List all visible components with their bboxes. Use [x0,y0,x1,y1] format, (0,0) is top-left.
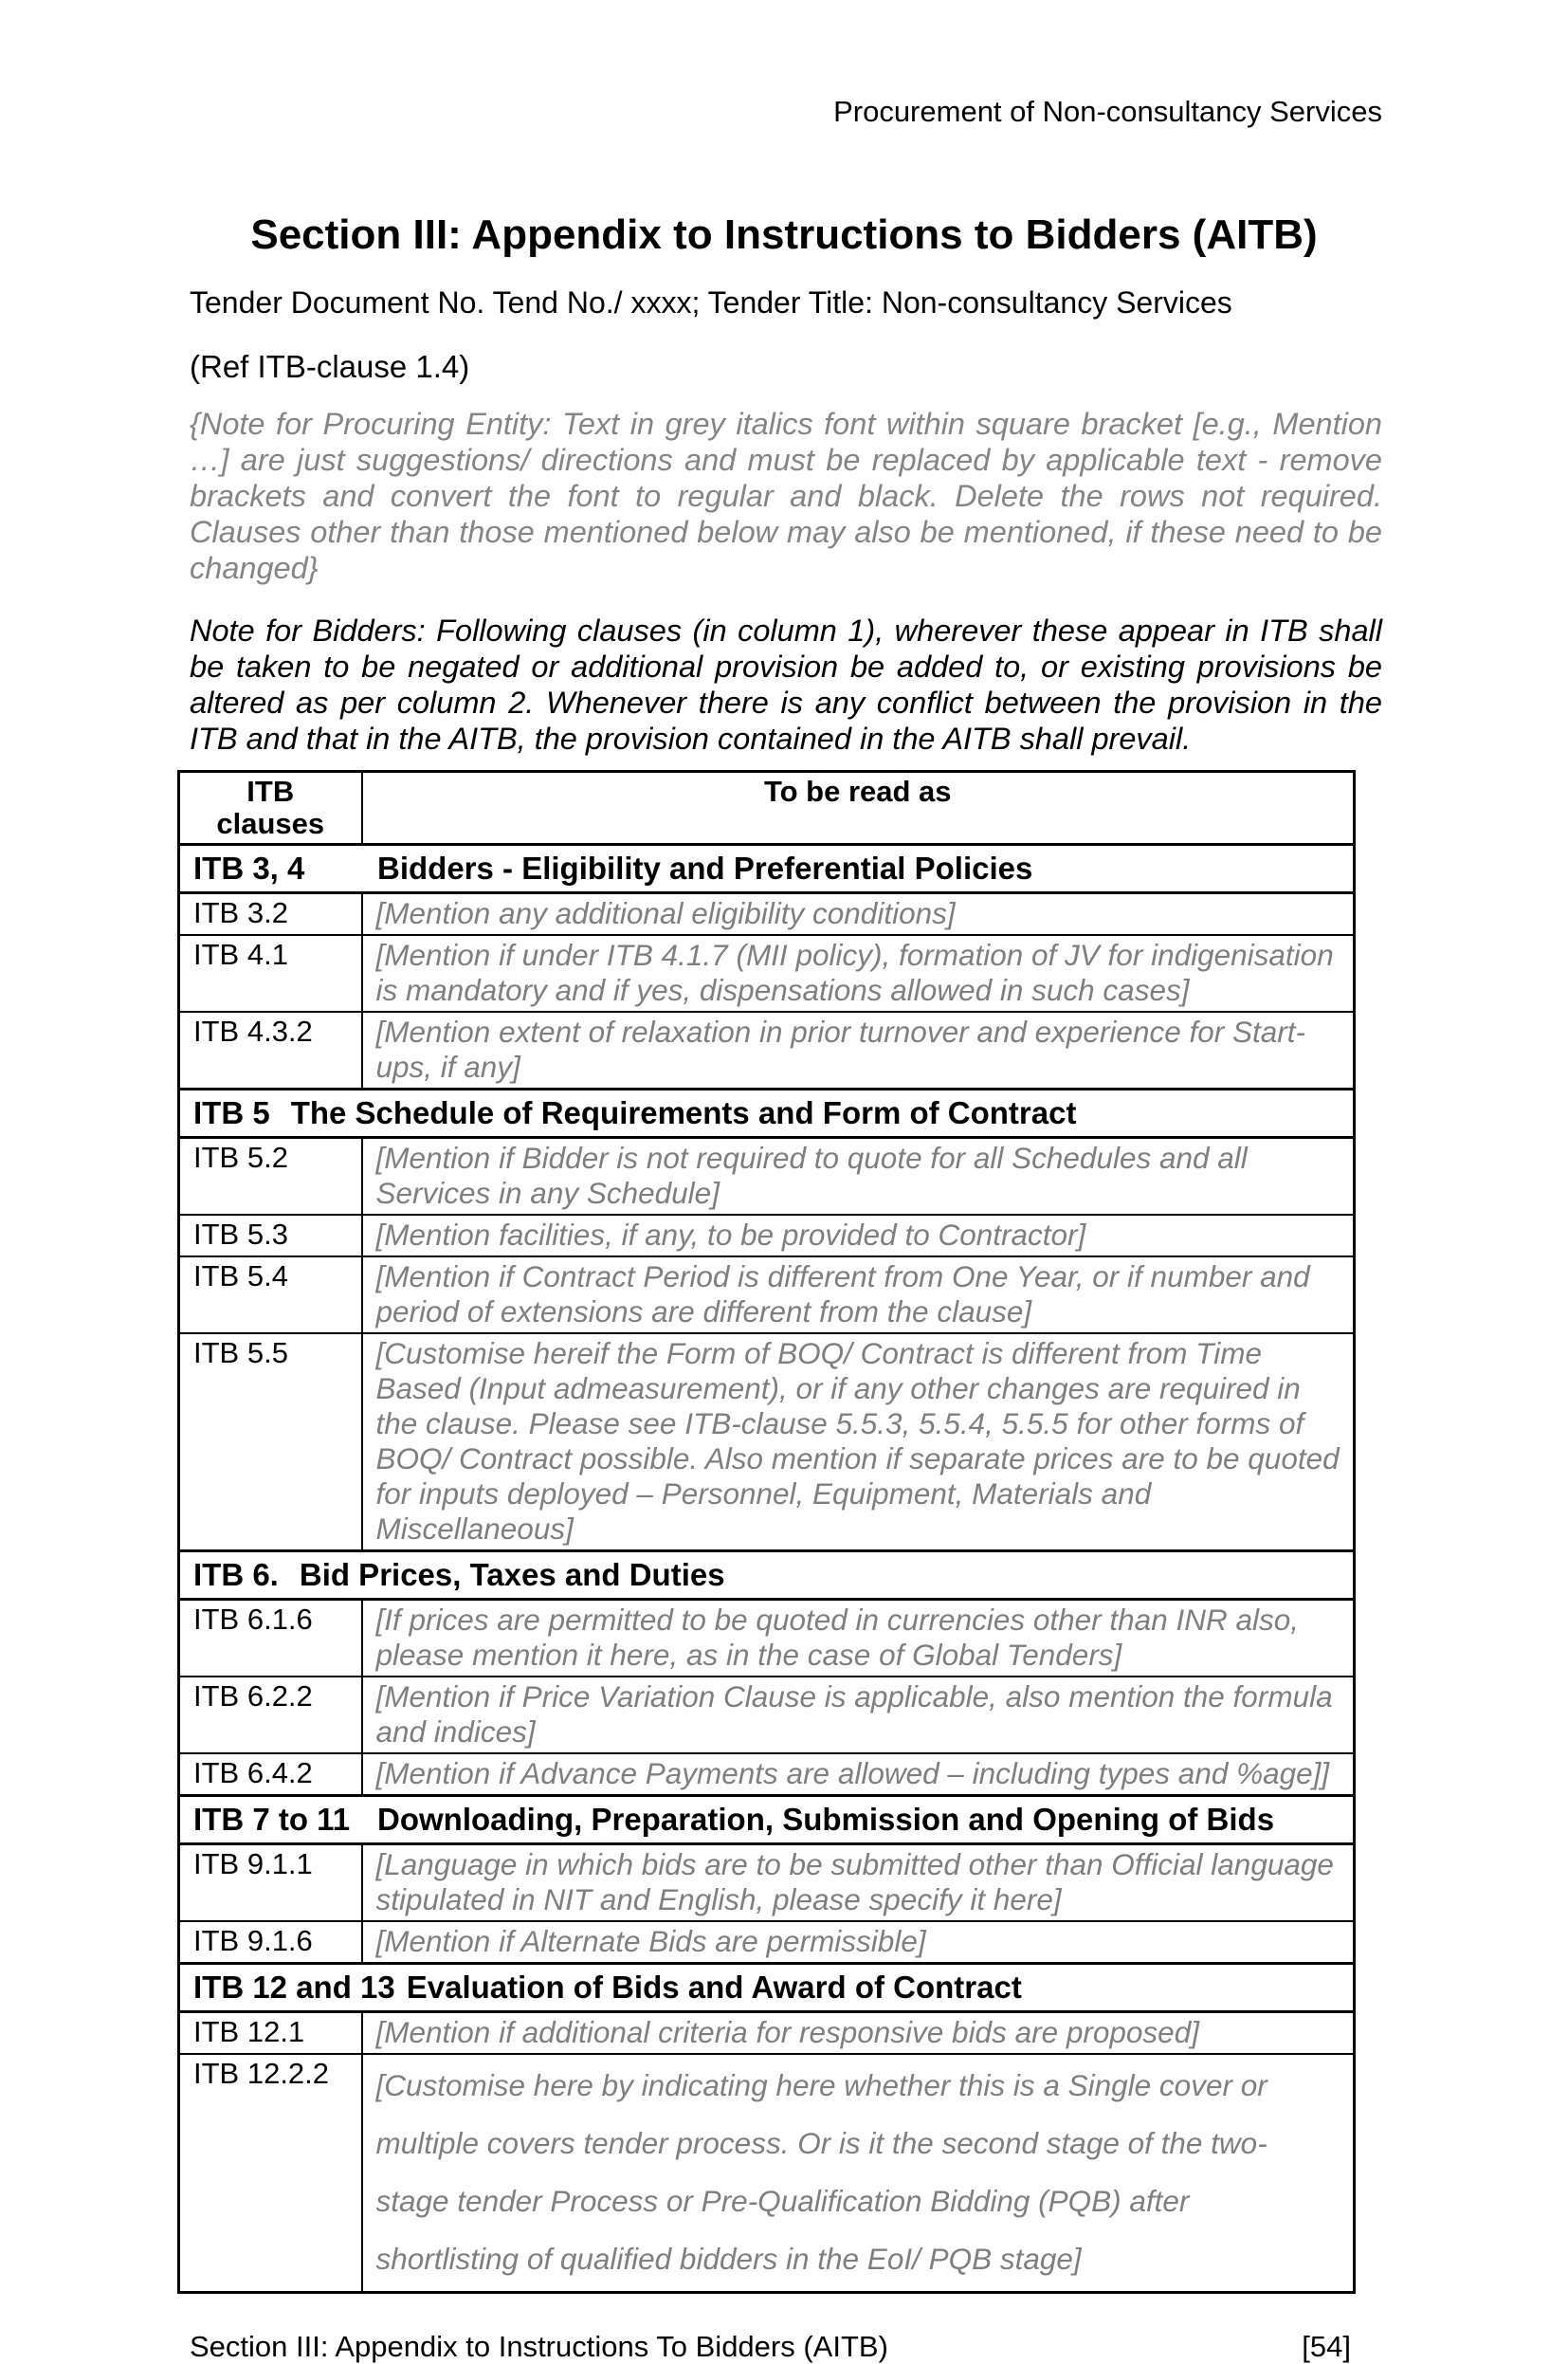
table-row [179,1921,1355,1964]
table-row [179,1844,1355,1922]
clause-id-cell: ITB 5.3 [179,1215,362,1256]
clause-instruction-cell: [Mention if Price Variation Clause is applicable, also mention the formula and indices] [362,1677,1355,1753]
clause-instruction-cell: [Mention if additional criteria for responsive bids are proposed] [362,2012,1355,2055]
table-body [179,845,1355,2293]
table-row [179,1256,1355,1333]
clause-id-cell: ITB 12.1 [179,2012,362,2055]
clause-instruction-cell: [Language in which bids are to be submitted other than Official language stipulated in NIT and English, please specify it here] [362,1844,1355,1922]
table-header-row [179,772,1355,845]
clause-instruction-cell: [Mention if under ITB 4.1.7 (MII policy), formation of JV for indigenisation is mandatory and if yes, dispensations allowed in such cases] [362,935,1355,1012]
clause-id-cell: ITB 12.2.2 [179,2054,362,2293]
table-row [179,1333,1355,1551]
clause-instruction-cell: [Mention extent of relaxation in prior turnover and experience for Start-ups, if any] [362,1012,1355,1090]
section-row [179,1964,1355,2012]
table-row [179,935,1355,1012]
section-label: ITB 3, 4 [193,851,305,886]
section-title: Bid Prices, Taxes and Duties [299,1557,725,1592]
footer-page-number: [54] [1302,2330,1351,2363]
clause-id-cell: ITB 3.2 [179,893,362,936]
section-row [179,1090,1355,1138]
clause-id-cell: ITB 6.4.2 [179,1753,362,1796]
footer [190,2330,1351,2364]
table-row [179,2012,1355,2055]
clause-instruction-cell: [Mention if Bidder is not required to quote for all Schedules and all Services in any Schedule] [362,1138,1355,1216]
clause-id-cell: ITB 4.3.2 [179,1012,362,1090]
clause-instruction-cell: [Mention if Alternate Bids are permissible] [362,1921,1355,1964]
clause-id-cell: ITB 5.5 [179,1333,362,1551]
section-row [179,1551,1355,1600]
table-row [179,1215,1355,1256]
clause-id-cell: ITB 5.4 [179,1256,362,1333]
section-title: Evaluation of Bids and Award of Contract [406,1970,1022,2005]
table-row [179,893,1355,936]
section-title: Downloading, Preparation, Submission and Opening of Bids [377,1802,1275,1837]
clause-instruction-cell: [Mention any additional eligibility conditions] [362,893,1355,936]
section-label: ITB 7 to 11 [193,1802,351,1837]
header-running-title: Procurement of Non-consultancy Services [833,95,1382,128]
tender-document-line: Tender Document No. Tend No./ xxxx; Tender Title: Non-consultancy Services [190,285,1232,320]
clause-id-cell: ITB 4.1 [179,935,362,1012]
clause-instruction-cell: [Customise here by indicating here whether this is a Single cover or multiple covers tender process. Or is it the second stage of the two-stage tender Process or Pre-Qualification Bidding (PQB) after shortlisting of qualified bidders in the EoI/ PQB stage] [362,2054,1355,2293]
ref-clause-line: (Ref ITB-clause 1.4) [190,349,470,384]
section-row [179,845,1355,893]
note-for-bidders: Note for Bidders: Following clauses (in column 1), wherever these appear in ITB shall be taken to be negated or additional provision be added to, or existing provisions be altered as per column 2. Whenever there is any conflict between the provision in the ITB and that in the AITB, the provision contained in the AITB shall prevail. [190,614,1382,756]
table-row [179,2054,1355,2293]
section-label: ITB 5 [193,1095,270,1130]
section-label: ITB 12 and 13 [193,1970,395,2005]
clause-instruction-cell: [If prices are permitted to be quoted in currencies other than INR also, please mention it here, as in the case of Global Tenders] [362,1600,1355,1677]
clause-id-cell: ITB 5.2 [179,1138,362,1216]
table-row [179,1012,1355,1090]
clause-instruction-cell: [Customise hereif the Form of BOQ/ Contract is different from Time Based (Input admeasurement), or if any other changes are required in the clause. Please see ITB-clause 5.5.3, 5.5.4, 5.5.5 for other forms of BOQ/ Contract possible. Also mention if separate prices are to be quoted for inputs deployed – Personnel, Equipment, Materials and Miscellaneous] [362,1333,1355,1551]
note-for-procuring-entity: {Note for Procuring Entity: Text in grey italics font within square bracket [e.g., Mention …] are just suggestions/ directions and must be replaced by applicable text - remove brackets and convert the font to regular and black. Delete the rows not required. Clauses other than those mentioned below may also be mentioned, if these need to be changed} [190,407,1382,585]
table-row [179,1600,1355,1677]
section-title: Bidders - Eligibility and Preferential Policies [377,851,1033,886]
clause-id-cell: ITB 6.2.2 [179,1677,362,1753]
clause-id-cell: ITB 9.1.6 [179,1921,362,1964]
column-header-itb-clauses: ITB clauses [179,772,362,845]
table-row [179,1677,1355,1753]
column-header-to-be-read-as: To be read as [362,772,1355,845]
table-row [179,1753,1355,1796]
footer-section-title: Section III: Appendix to Instructions To Bidders (AITB) [190,2330,888,2363]
section-title: The Schedule of Requirements and Form of Contract [290,1095,1077,1130]
section-row [179,1796,1355,1844]
table-row [179,1138,1355,1216]
clause-instruction-cell: [Mention facilities, if any, to be provided to Contractor] [362,1215,1355,1256]
clause-instruction-cell: [Mention if Advance Payments are allowed – including types and %age]] [362,1753,1355,1796]
section-label: ITB 6. [193,1557,279,1592]
clause-id-cell: ITB 6.1.6 [179,1600,362,1677]
clause-id-cell: ITB 9.1.1 [179,1844,362,1922]
aitb-table [177,770,1356,2294]
clause-instruction-cell: [Mention if Contract Period is different from One Year, or if number and period of extensions are different from the clause] [362,1256,1355,1333]
page-title: Section III: Appendix to Instructions to Bidders (AITB) [250,211,1318,258]
